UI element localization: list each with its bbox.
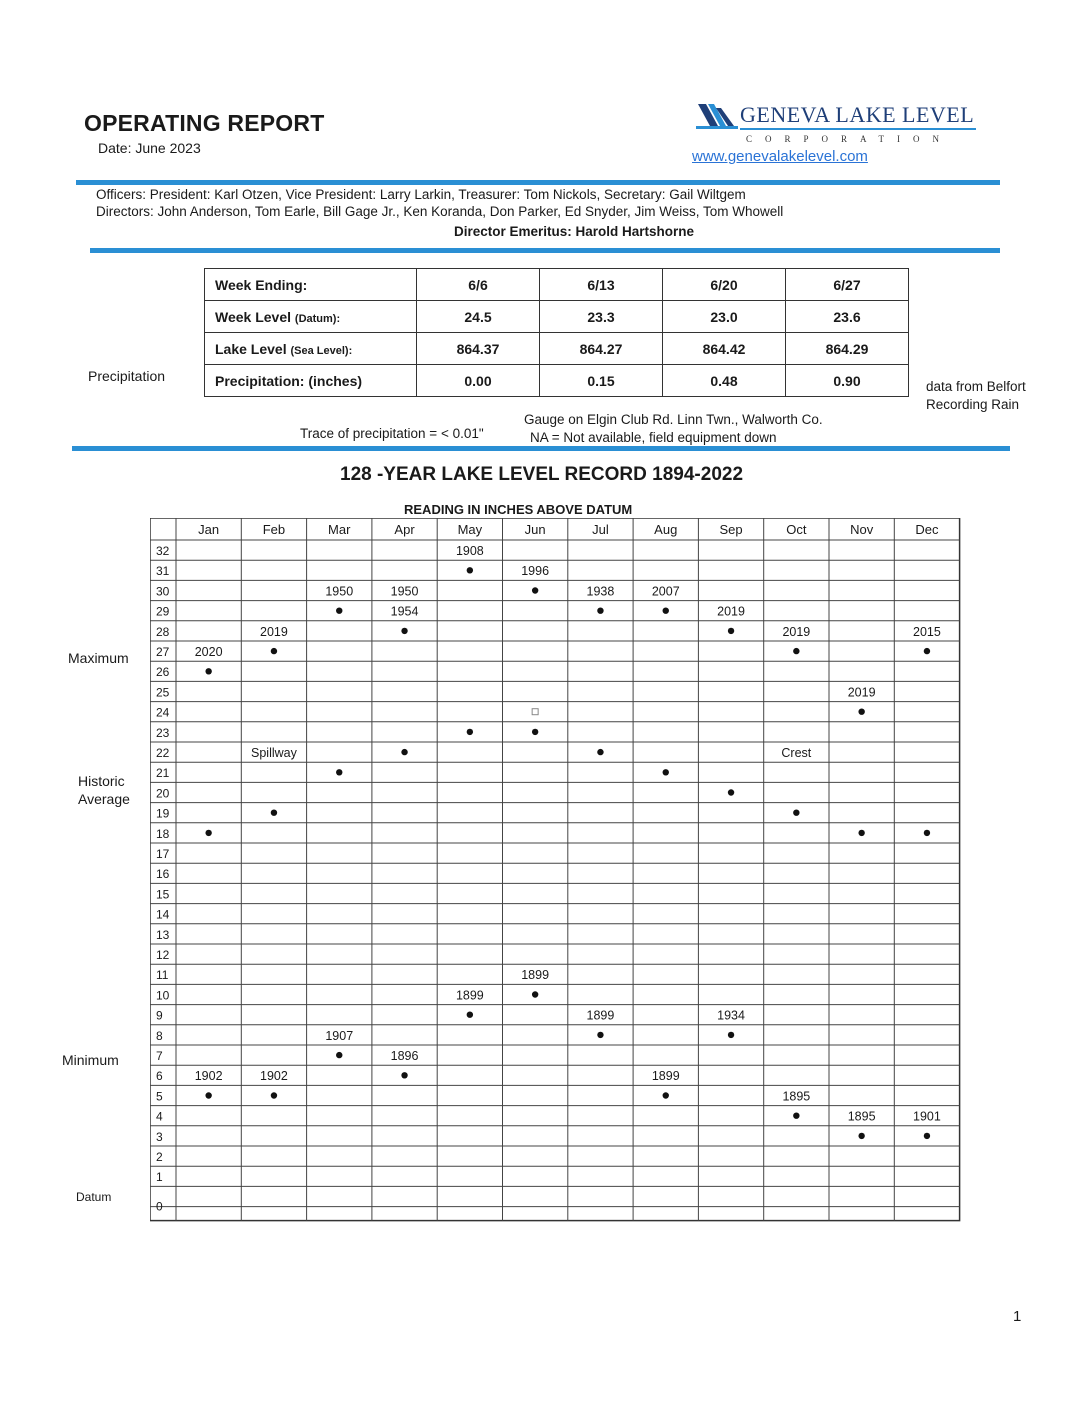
row-label: Week Level (Datum): bbox=[205, 301, 417, 333]
average-point bbox=[271, 810, 277, 816]
level-label: 22 bbox=[156, 746, 170, 760]
average-point bbox=[858, 830, 864, 836]
officers-line: Officers: President: Karl Otzen, Vice President: Larry Larkin, Treasurer: Tom Nickols, Secretary: Gail Wiltgem bbox=[96, 187, 746, 202]
minimum-year-label: 1899 bbox=[455, 988, 484, 1003]
officers-block bbox=[96, 186, 783, 220]
report-date: Date: June 2023 bbox=[98, 140, 201, 156]
average-point bbox=[728, 789, 734, 795]
minimum-year-label: 1899 bbox=[521, 968, 550, 983]
month-header: Mar bbox=[328, 522, 351, 537]
minimum-point bbox=[728, 1032, 734, 1038]
minimum-point bbox=[858, 1133, 864, 1139]
table-cell: 24.5 bbox=[417, 301, 540, 333]
record-subtitle: READING IN INCHES ABOVE DATUM bbox=[404, 502, 633, 517]
level-label: 3 bbox=[156, 1129, 163, 1144]
maximum-point bbox=[467, 567, 473, 573]
minimum-year-label: 1902 bbox=[194, 1069, 223, 1084]
level-label: 6 bbox=[156, 1069, 163, 1084]
website-link[interactable]: www.genevalakelevel.com bbox=[692, 148, 868, 165]
minimum-year-label: 1896 bbox=[390, 1049, 419, 1063]
logo-subtitle: CORPORATION bbox=[746, 134, 953, 144]
level-label: 21 bbox=[156, 766, 170, 781]
table-cell: 864.29 bbox=[786, 333, 909, 365]
month-header: Dec bbox=[915, 522, 939, 537]
table-cell: 864.37 bbox=[417, 333, 540, 365]
table-cell: 0.48 bbox=[663, 365, 786, 397]
row-label: Precipitation: (inches) bbox=[205, 365, 417, 397]
annotation-label: Crest bbox=[781, 746, 812, 760]
average-point bbox=[663, 769, 669, 775]
month-header: Jun bbox=[524, 522, 546, 537]
table-cell: 6/27 bbox=[786, 269, 909, 301]
logo-rule bbox=[740, 128, 976, 130]
level-label: 26 bbox=[156, 665, 170, 680]
average-point bbox=[205, 830, 211, 836]
annotation-label: Spillway bbox=[251, 746, 297, 760]
minimum-year-label: 1895 bbox=[847, 1109, 876, 1124]
level-label: 29 bbox=[156, 604, 170, 619]
precipitation-side-label: Precipitation bbox=[88, 368, 166, 384]
level-label: 23 bbox=[156, 725, 170, 740]
average-point bbox=[597, 749, 603, 755]
row-label: Week Ending: bbox=[205, 269, 417, 301]
table-cell: 23.0 bbox=[663, 301, 786, 333]
maximum-year-label: 2019 bbox=[847, 685, 876, 700]
minimum-point bbox=[793, 1113, 799, 1119]
table-row bbox=[205, 301, 909, 333]
table-cell: 864.27 bbox=[540, 333, 663, 365]
historic-average-label: Historic Average bbox=[78, 773, 130, 807]
average-point bbox=[336, 769, 342, 775]
maximum-point bbox=[728, 628, 734, 634]
minimum-point bbox=[205, 1092, 211, 1098]
level-label: 1 bbox=[156, 1170, 163, 1185]
maximum-year-label: 2015 bbox=[913, 624, 941, 639]
minimum-point bbox=[663, 1092, 669, 1098]
month-header: May bbox=[457, 522, 483, 537]
maximum-year-label: 2020 bbox=[194, 645, 223, 659]
table-cell: 864.42 bbox=[663, 333, 786, 365]
open-square-marker bbox=[532, 709, 538, 715]
company-logo bbox=[692, 98, 986, 168]
waves-logo-icon bbox=[696, 100, 738, 130]
level-label: 9 bbox=[156, 1008, 163, 1023]
minimum-year-label: 1934 bbox=[717, 1008, 745, 1023]
na-note: NA = Not available, field equipment down bbox=[530, 430, 777, 445]
maximum-point bbox=[663, 608, 669, 614]
maximum-point bbox=[336, 608, 342, 614]
minimum-year-label: 1901 bbox=[913, 1109, 941, 1124]
level-label: 16 bbox=[156, 867, 170, 882]
maximum-year-label: 2019 bbox=[717, 604, 745, 619]
maximum-point bbox=[401, 628, 407, 634]
minimum-point bbox=[467, 1012, 473, 1018]
minimum-year-label: 1907 bbox=[325, 1028, 354, 1043]
level-label: 14 bbox=[156, 907, 170, 922]
level-label: 4 bbox=[156, 1109, 163, 1124]
average-point bbox=[793, 810, 799, 816]
minimum-point bbox=[597, 1032, 603, 1038]
maximum-point bbox=[793, 648, 799, 654]
trace-note: Trace of precipitation = < 0.01" bbox=[300, 426, 484, 441]
maximum-year-label: 1908 bbox=[455, 544, 484, 558]
table-cell: 6/6 bbox=[417, 269, 540, 301]
lake-level-record-chart bbox=[150, 518, 980, 1230]
page-number: 1 bbox=[1013, 1308, 1022, 1325]
minimum-point bbox=[271, 1092, 277, 1098]
minimum-point bbox=[401, 1072, 407, 1078]
level-label: 31 bbox=[156, 564, 170, 579]
maximum-year-label: 1938 bbox=[586, 584, 615, 599]
maximum-point bbox=[858, 709, 864, 715]
level-label: 30 bbox=[156, 584, 170, 599]
gauge-note: Gauge on Elgin Club Rd. Linn Twn., Walworth Co. bbox=[524, 412, 823, 427]
maximum-point bbox=[532, 587, 538, 593]
table-row bbox=[205, 269, 909, 301]
level-label: 25 bbox=[156, 685, 170, 700]
month-header: Aug bbox=[654, 522, 678, 537]
officers-divider bbox=[90, 248, 1000, 253]
table-cell: 23.3 bbox=[540, 301, 663, 333]
current-level-point bbox=[532, 729, 538, 735]
minimum-year-label: 1899 bbox=[651, 1069, 680, 1084]
level-label: 0 bbox=[156, 1199, 163, 1214]
level-label: 12 bbox=[156, 948, 170, 962]
month-header: Jul bbox=[592, 522, 609, 537]
maximum-label: Maximum bbox=[68, 650, 129, 666]
level-label: 17 bbox=[156, 847, 170, 861]
maximum-year-label: 1954 bbox=[390, 604, 419, 619]
table-cell: 23.6 bbox=[786, 301, 909, 333]
grid-border bbox=[150, 518, 960, 1221]
directors-line: Directors: John Anderson, Tom Earle, Bill Gage Jr., Ken Koranda, Don Parker, Ed Snyder, Jim Weiss, Tom Whowell bbox=[96, 204, 784, 219]
table-cell: 0.00 bbox=[417, 365, 540, 397]
average-point bbox=[401, 749, 407, 755]
level-label: 28 bbox=[156, 624, 170, 639]
minimum-label: Minimum bbox=[62, 1052, 119, 1068]
maximum-point bbox=[597, 608, 603, 614]
row-label: Lake Level (Sea Level): bbox=[205, 333, 417, 365]
level-label: 20 bbox=[156, 786, 170, 801]
director-emeritus: Director Emeritus: Harold Hartshorne bbox=[454, 224, 695, 239]
level-label: 27 bbox=[156, 645, 170, 659]
minimum-point bbox=[532, 991, 538, 997]
maximum-point bbox=[924, 648, 930, 654]
maximum-year-label: 1996 bbox=[521, 564, 550, 579]
month-header: Apr bbox=[394, 522, 415, 537]
month-header: Oct bbox=[786, 522, 807, 537]
table-row bbox=[205, 365, 909, 397]
logo-name: GENEVA LAKE LEVEL bbox=[740, 102, 975, 127]
level-label: 32 bbox=[156, 544, 170, 558]
record-title: 128 -YEAR LAKE LEVEL RECORD 1894-2022 bbox=[340, 464, 744, 485]
table-cell: 6/13 bbox=[540, 269, 663, 301]
maximum-year-label: 2019 bbox=[260, 624, 288, 639]
minimum-year-label: 1899 bbox=[586, 1008, 615, 1023]
level-label: 13 bbox=[156, 927, 170, 942]
maximum-point bbox=[205, 668, 211, 674]
level-label: 18 bbox=[156, 826, 170, 841]
table-cell: 0.15 bbox=[540, 365, 663, 397]
weekly-levels-table bbox=[204, 268, 909, 397]
level-label: 2 bbox=[156, 1150, 163, 1164]
average-point bbox=[924, 830, 930, 836]
maximum-year-label: 2007 bbox=[651, 584, 680, 599]
level-label: 11 bbox=[156, 968, 169, 983]
table-row bbox=[205, 333, 909, 365]
maximum-year-label: 2019 bbox=[782, 624, 811, 639]
report-title: OPERATING REPORT bbox=[84, 110, 325, 136]
maximum-year-label: 1950 bbox=[325, 584, 354, 599]
month-header: Feb bbox=[262, 522, 286, 537]
level-label: 5 bbox=[156, 1089, 163, 1104]
month-header: Sep bbox=[719, 522, 743, 537]
level-label: 24 bbox=[156, 705, 170, 720]
maximum-point bbox=[271, 648, 277, 654]
table-cell: 6/20 bbox=[663, 269, 786, 301]
table-divider bbox=[72, 446, 1010, 451]
minimum-point bbox=[336, 1052, 342, 1058]
level-label: 19 bbox=[156, 806, 170, 821]
datum-label: Datum bbox=[76, 1190, 112, 1204]
minimum-point bbox=[924, 1133, 930, 1139]
level-label: 10 bbox=[156, 988, 170, 1003]
table-cell: 0.90 bbox=[786, 365, 909, 397]
level-label: 15 bbox=[156, 887, 170, 902]
maximum-year-label: 1950 bbox=[390, 584, 419, 599]
header-divider bbox=[76, 180, 1000, 185]
month-header: Nov bbox=[850, 522, 874, 537]
minimum-year-label: 1902 bbox=[260, 1069, 288, 1084]
data-source-note: data from Belfort Recording Rain bbox=[926, 379, 1026, 412]
level-label: 7 bbox=[156, 1049, 163, 1063]
level-label: 8 bbox=[156, 1028, 163, 1043]
month-header: Jan bbox=[198, 522, 220, 537]
current-level-point bbox=[467, 729, 473, 735]
minimum-year-label: 1895 bbox=[782, 1089, 811, 1104]
